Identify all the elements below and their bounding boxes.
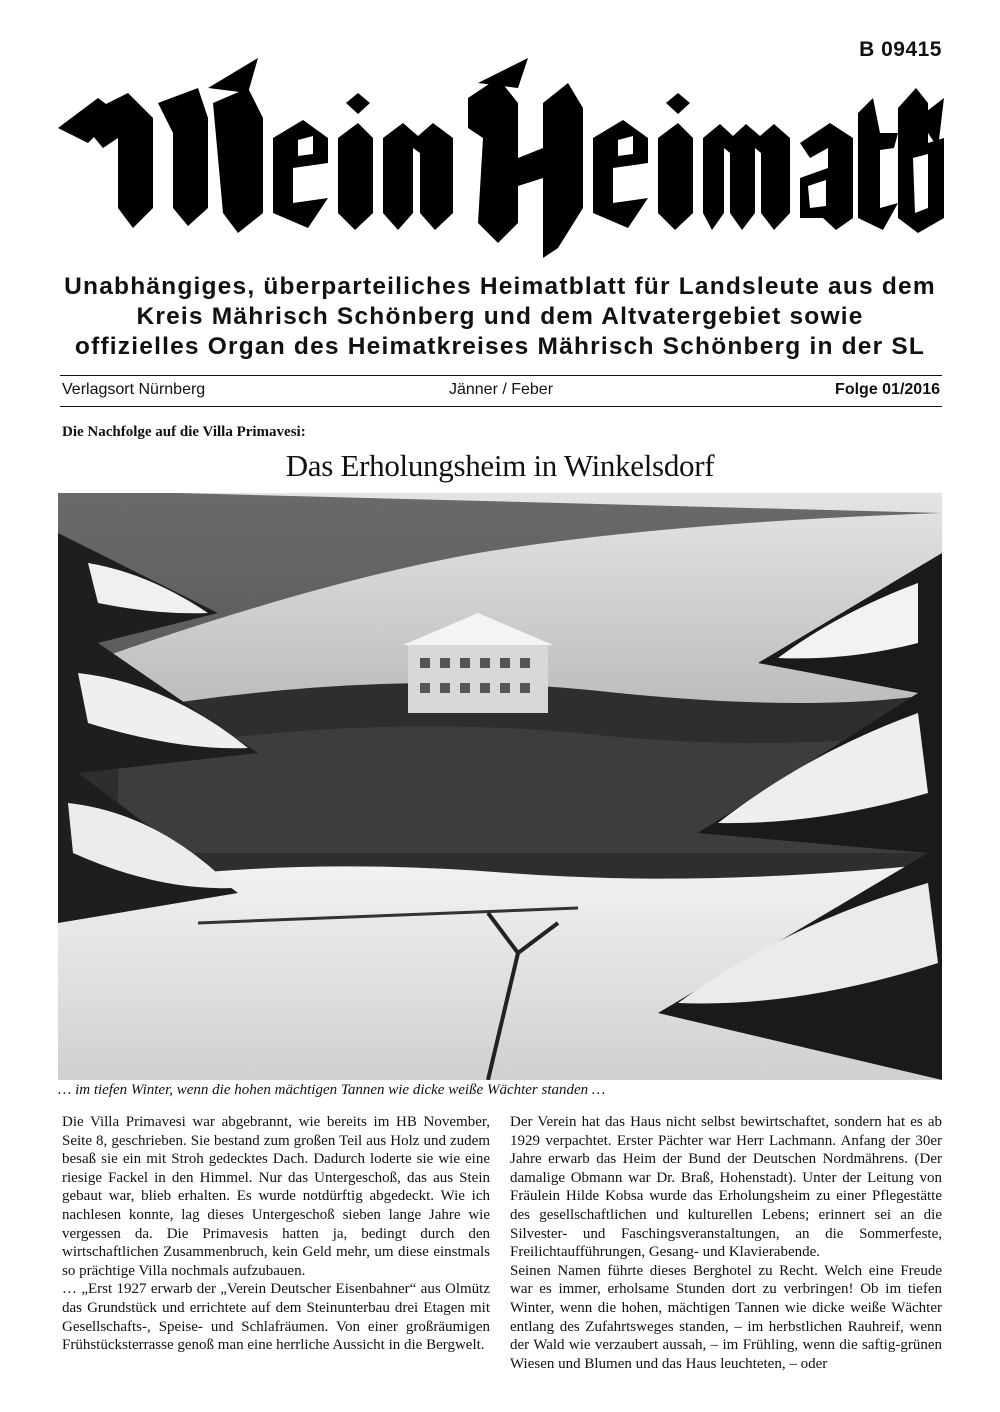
article-column-left	[62, 1113, 490, 1355]
subtitle-line: Unabhängiges, überparteiliches Heimatblatt für Landsleute aus dem	[64, 273, 936, 300]
article-paragraph: Seinen Namen führte dieses Berghotel zu Recht. Welch eine Freude war es immer, erholsame Stunden dort zu verbringen! Ob im tiefen Winter, wenn die hohen, mächtigen Tannen wie dicke weiße Wächter entlang des Zufahrtsweges standen, – im herbstlichen Rauhreif, wenn der Wald wie verzaubert aussah, – im Frühling, wenn die saftig-grünen Wiesen und Blumen und das Haus leuchteten, – oder	[510, 1262, 942, 1372]
article-column-right	[510, 1113, 942, 1373]
photo-caption: … im tiefen Winter, wenn die hohen mächtigen Tannen wie dicke weiße Wächter standen …	[58, 1082, 606, 1098]
masthead-logo	[58, 58, 944, 258]
publication-place: Verlagsort Nürnberg	[62, 381, 206, 398]
masthead-logo-drawing	[58, 58, 944, 258]
subtitle-line: offizielles Organ des Heimatkreises Mährisch Schönberg in der SL	[74, 333, 926, 360]
subtitle-block	[40, 272, 960, 362]
article-paragraph: Die Villa Primavesi war abgebrannt, wie bereits im HB November, Seite 8, geschrieben. Sie bestand zum großen Teil aus Holz und zudem besaß sie ein mit Stroh gedecktes Dach. Dadurch loderte sie wie eine riesige Fackel in den Himmel. Nur das Untergeschoß, das aus Stein gebaut war, blieb erhalten. Es wurde notdürftig abgedeckt. Wie ich nachlesen konnte, lag dieses Untergeschoß sieben lange Jahre wie vergessen da. Die Primavesis hatten ja, bedingt durch den wirtschaftlichen Zusammenbruch, kein Geld mehr, um diese einstmals so prächtige Villa nochmals aufzubauen.	[62, 1114, 490, 1279]
article-photo	[58, 493, 942, 1080]
winter-landscape-photo	[58, 493, 942, 1080]
article-kicker: Die Nachfolge auf die Villa Primavesi:	[62, 424, 306, 440]
article-paragraph: Der Verein hat das Haus nicht selbst bewirtschaftet, sondern hat es ab 1929 verpachtet. Erster Pächter war Herr Lachmann. Anfang der 30er Jahre erwarb das Heim der Bund der Deutschen Nordmährens. (Der damalige Obmann war Dr. Braß, Hohenstadt). Unter der Leitung von Fräulein Hilde Kobsa wurde das Erholungsheim zu einer Pflegestätte des gesellschaftlichen und kulturellen Lebens; erinnert sei an die Silvester- und Faschingsveranstaltungen, an die Sommerfeste, Freilichtaufführungen, Gesang- und Klavierabende.	[510, 1114, 942, 1261]
subtitle-line: Kreis Mährisch Schönberg und dem Altvatergebiet sowie	[136, 303, 864, 330]
issn-number: B 09415	[859, 38, 942, 61]
article-paragraph: … „Erst 1927 erwarb der „Verein Deutscher Eisenbahner“ aus Olmütz das Grundstück und errichtete auf dem Steinunterbau drei Etagen mit Gesellschafts-, Speise- und Schlafräumen. Von einer großräumigen Frühstücksterrasse genoß man eine herrliche Aussicht in die Bergwelt.	[62, 1281, 490, 1354]
issue-months: Jänner / Feber	[448, 381, 554, 398]
issue-number: Folge 01/2016	[835, 381, 940, 398]
article-headline: Das Erholungsheim in Winkelsdorf	[285, 448, 715, 483]
issue-info-bar	[60, 375, 942, 407]
